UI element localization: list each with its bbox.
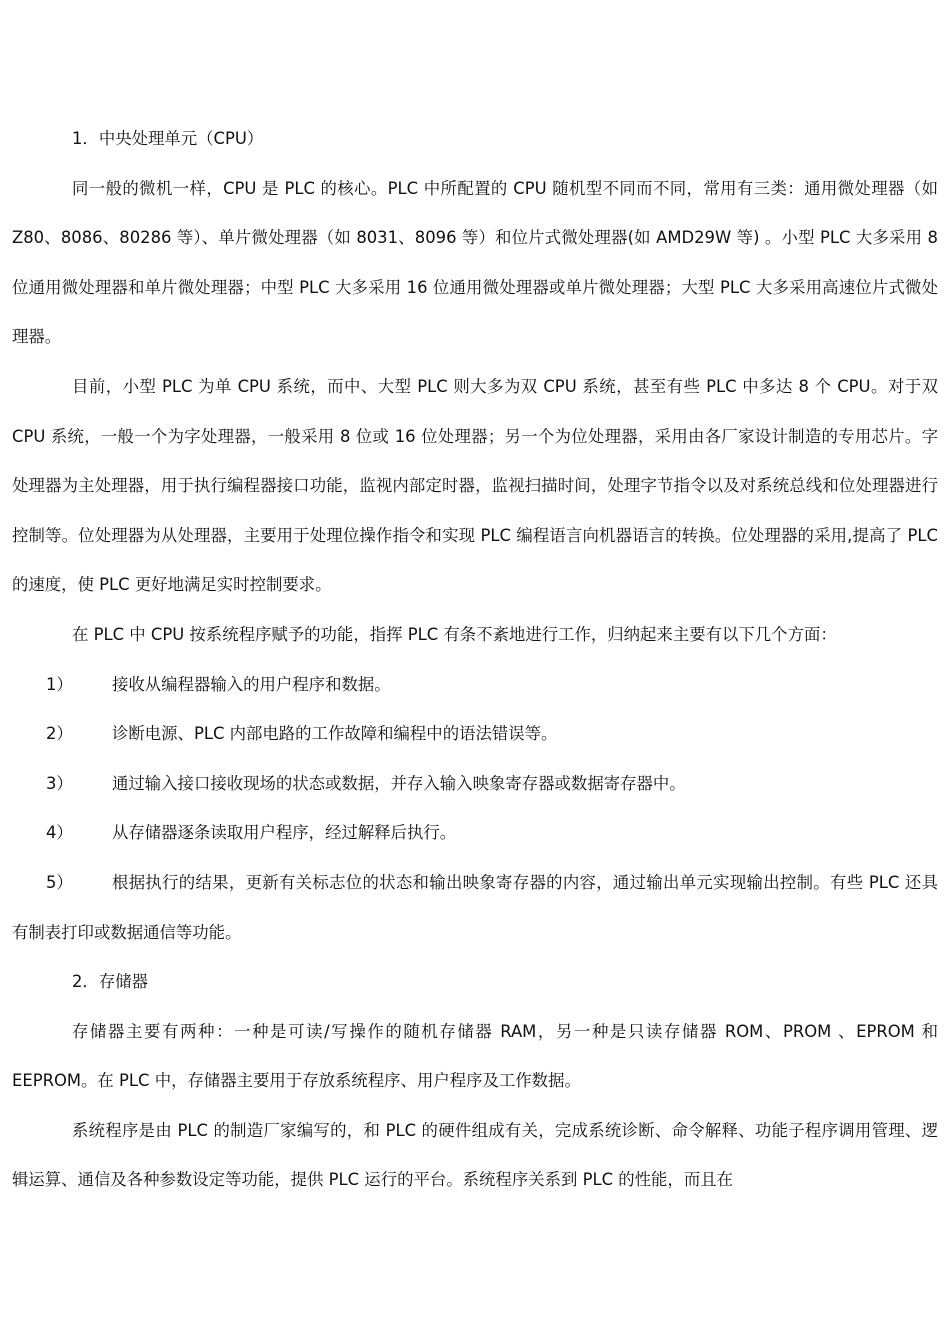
section-heading-memory: 2．存储器	[72, 972, 148, 992]
list-item	[12, 660, 938, 710]
list-item-number: 5）	[46, 872, 73, 892]
paragraph-cpu-systems: 目前，小型 PLC 为单 CPU 系统，而中、大型 PLC 则大多为双 CPU 系统，甚至有些 PLC 中多达 8 个 CPU。对于双 CPU 系统，一般一个为字处理器，一般采用 8 位或 16 位处理器；另一个为位处理器，采用由各厂家设计制造的专用芯片。字处理器为主处理器，用于执行编程器接口功能，监视内部定时器，监视扫描时间，处理字节指令以及对系统总线和位处理器进行控制等。位处理器为从处理器，主要用于处理位操作指令和实现 PLC 编程语言向机器语言的转换。位处理器的采用,提高了 PLC 的速度，使 PLC 更好地满足实时控制要求。	[12, 376, 938, 595]
list-item-number: 2）	[46, 724, 73, 744]
document-body	[12, 114, 938, 1205]
section-heading-cpu: 1．中央处理单元（CPU）	[72, 129, 264, 148]
paragraph-system-program: 系统程序是由 PLC 的制造厂家编写的，和 PLC 的硬件组成有关，完成系统诊断、命令解释、功能子程序调用管理、逻辑运算、通信及各种参数设定等功能，提供 PLC 运行的平台。系统程序关系到 PLC 的性能，而且在	[12, 1120, 938, 1190]
list-item-number: 3）	[46, 773, 73, 793]
list-item-text: 通过输入接口接收现场的状态或数据，并存入输入映象寄存器或数据寄存器中。	[112, 773, 686, 793]
list-item	[12, 709, 938, 759]
list-item	[12, 759, 938, 809]
list-item	[12, 858, 938, 957]
list-item-text: 诊断电源、PLC 内部电路的工作故障和编程中的语法错误等。	[112, 724, 558, 744]
list-item-text: 从存储器逐条读取用户程序，经过解释后执行。	[112, 823, 457, 843]
paragraph-cpu-overview: 同一般的微机一样，CPU 是 PLC 的核心。PLC 中所配置的 CPU 随机型不同而不同，常用有三类：通用微处理器（如 Z80、8086、80286 等）、单片微处理器（如 8031、8096 等）和位片式微处理器(如 AMD29W 等) 。小型 PLC 大多采用 8 位通用微处理器和单片微处理器；中型 PLC 大多采用 16 位通用微处理器或单片微处理器；大型 PLC 大多采用高速位片式微处理器。	[12, 178, 938, 347]
list-item-number: 1）	[46, 674, 73, 694]
paragraph-cpu-functions: 在 PLC 中 CPU 按系统程序赋予的功能，指挥 PLC 有条不紊地进行工作，归纳起来主要有以下几个方面：	[72, 624, 837, 644]
list-item-text: 接收从编程器输入的用户程序和数据。	[112, 674, 391, 694]
list-item-number: 4）	[46, 823, 73, 843]
paragraph-memory-types: 存储器主要有两种：一种是可读/写操作的随机存储器 RAM，另一种是只读存储器 ROM、PROM 、EPROM 和 EEPROM。在 PLC 中，存储器主要用于存放系统程序、用户程序及工作数据。	[12, 1021, 938, 1091]
list-item-text: 根据执行的结果，更新有关标志位的状态和输出映象寄存器的内容，通过输出单元实现输出控制。有些 PLC 还具有制表打印或数据通信等功能。	[12, 872, 938, 942]
list-item	[12, 808, 938, 858]
